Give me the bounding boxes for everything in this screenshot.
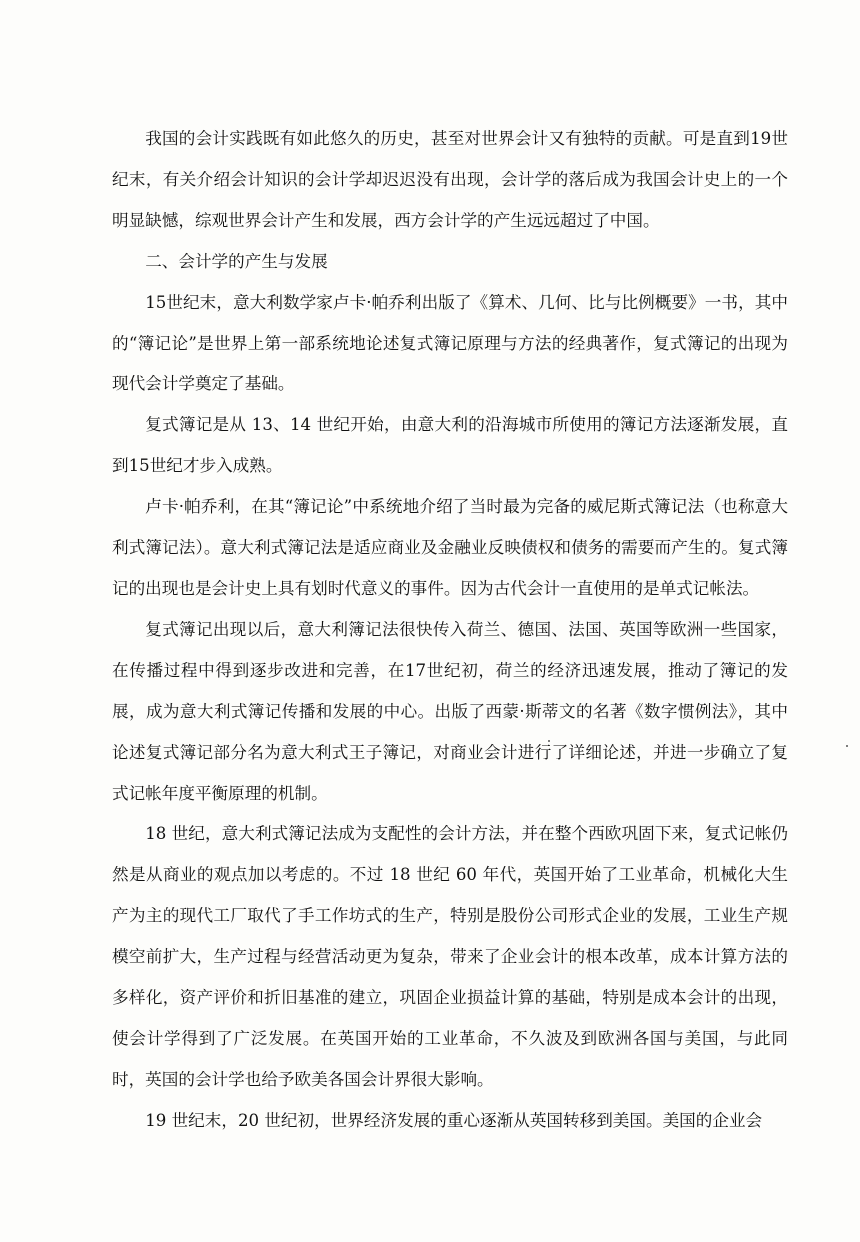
paragraph-shift-to-america: 19 世纪末，20 世纪初，世界经济发展的重心逐渐从英国转移到美国。美国的企业会 bbox=[145, 1110, 763, 1130]
paragraph-spread-to-europe: 复式簿记出现以后，意大利簿记法很快传入荷兰、德国、法国、英国等欧洲一些国家，在传播过程中得到逐步改进和完善，在17世纪初，荷兰的经济迅速发展，推动了簿记的发展，成为意大利式簿记传播和发展的中心。出版了西蒙·斯蒂文的名著《数字惯例法》，其中论述复式簿记部分名为意大利式王子簿记，对商业会计进行了详细论述，并进一步确立了复式记帐年度平衡原理的机制。 bbox=[112, 619, 788, 803]
paragraph-chinese-accounting-history: 我国的会计实践既有如此悠久的历史，甚至对世界会计又有独特的贡献。可是直到19世纪末，有关介绍会计知识的会计学却迟迟没有出现，会计学的落后成为我国会计史上的一个明显缺憾，综观世界会计产生和发展，西方会计学的产生远远超过了中国。 bbox=[112, 129, 788, 230]
document-body bbox=[112, 119, 788, 1142]
paragraph-venetian-method: 卢卡·帕乔利，在其“簿记论”中系统地介绍了当时最为完备的威尼斯式簿记法（也称意大利式簿记法）。意大利式簿记法是适应商业及金融业反映债权和债务的需要而产生的。复式簿记的出现也是会计史上具有划时代意义的事件。因为古代会计一直使用的是单式记帐法。 bbox=[112, 497, 788, 598]
scan-speck bbox=[846, 745, 848, 747]
section-heading: 二、会计学的产生与发展 bbox=[145, 251, 328, 271]
scan-speck bbox=[548, 740, 550, 742]
paragraph-double-entry-origin: 复式簿记是从 13、14 世纪开始，由意大利的沿海城市所使用的簿记方法逐渐发展，直到15世纪才步入成熟。 bbox=[112, 415, 788, 476]
paragraph-industrial-revolution: 18 世纪，意大利式簿记法成为支配性的会计方法，并在整个西欧巩固下来，复式记帐仍然是从商业的观点加以考虑的。不过 18 世纪 60 年代，英国开始了工业革命，机械化大生产为主的现代工厂取代了手工作坊式的生产，特别是股份公司形式企业的发展，工业生产规模空前扩大，生产过程与经营活动更为复杂，带来了企业会计的根本改革，成本计算方法的多样化，资产评价和折旧基准的建立，巩固企业损益计算的基础，特别是成本会计的出现，使会计学得到了广泛发展。在英国开始的工业革命，不久波及到欧洲各国与美国，与此同时，英国的会计学也给予欧美各国会计界很大影响。 bbox=[112, 824, 788, 1089]
paragraph-pacioli-book: 15世纪末，意大利数学家卢卡·帕乔利出版了《算术、几何、比与比例概要》一书，其中的“簿记论”是世界上第一部系统地论述复式簿记原理与方法的经典著作，复式簿记的出现为现代会计学奠定了基础。 bbox=[112, 292, 788, 394]
